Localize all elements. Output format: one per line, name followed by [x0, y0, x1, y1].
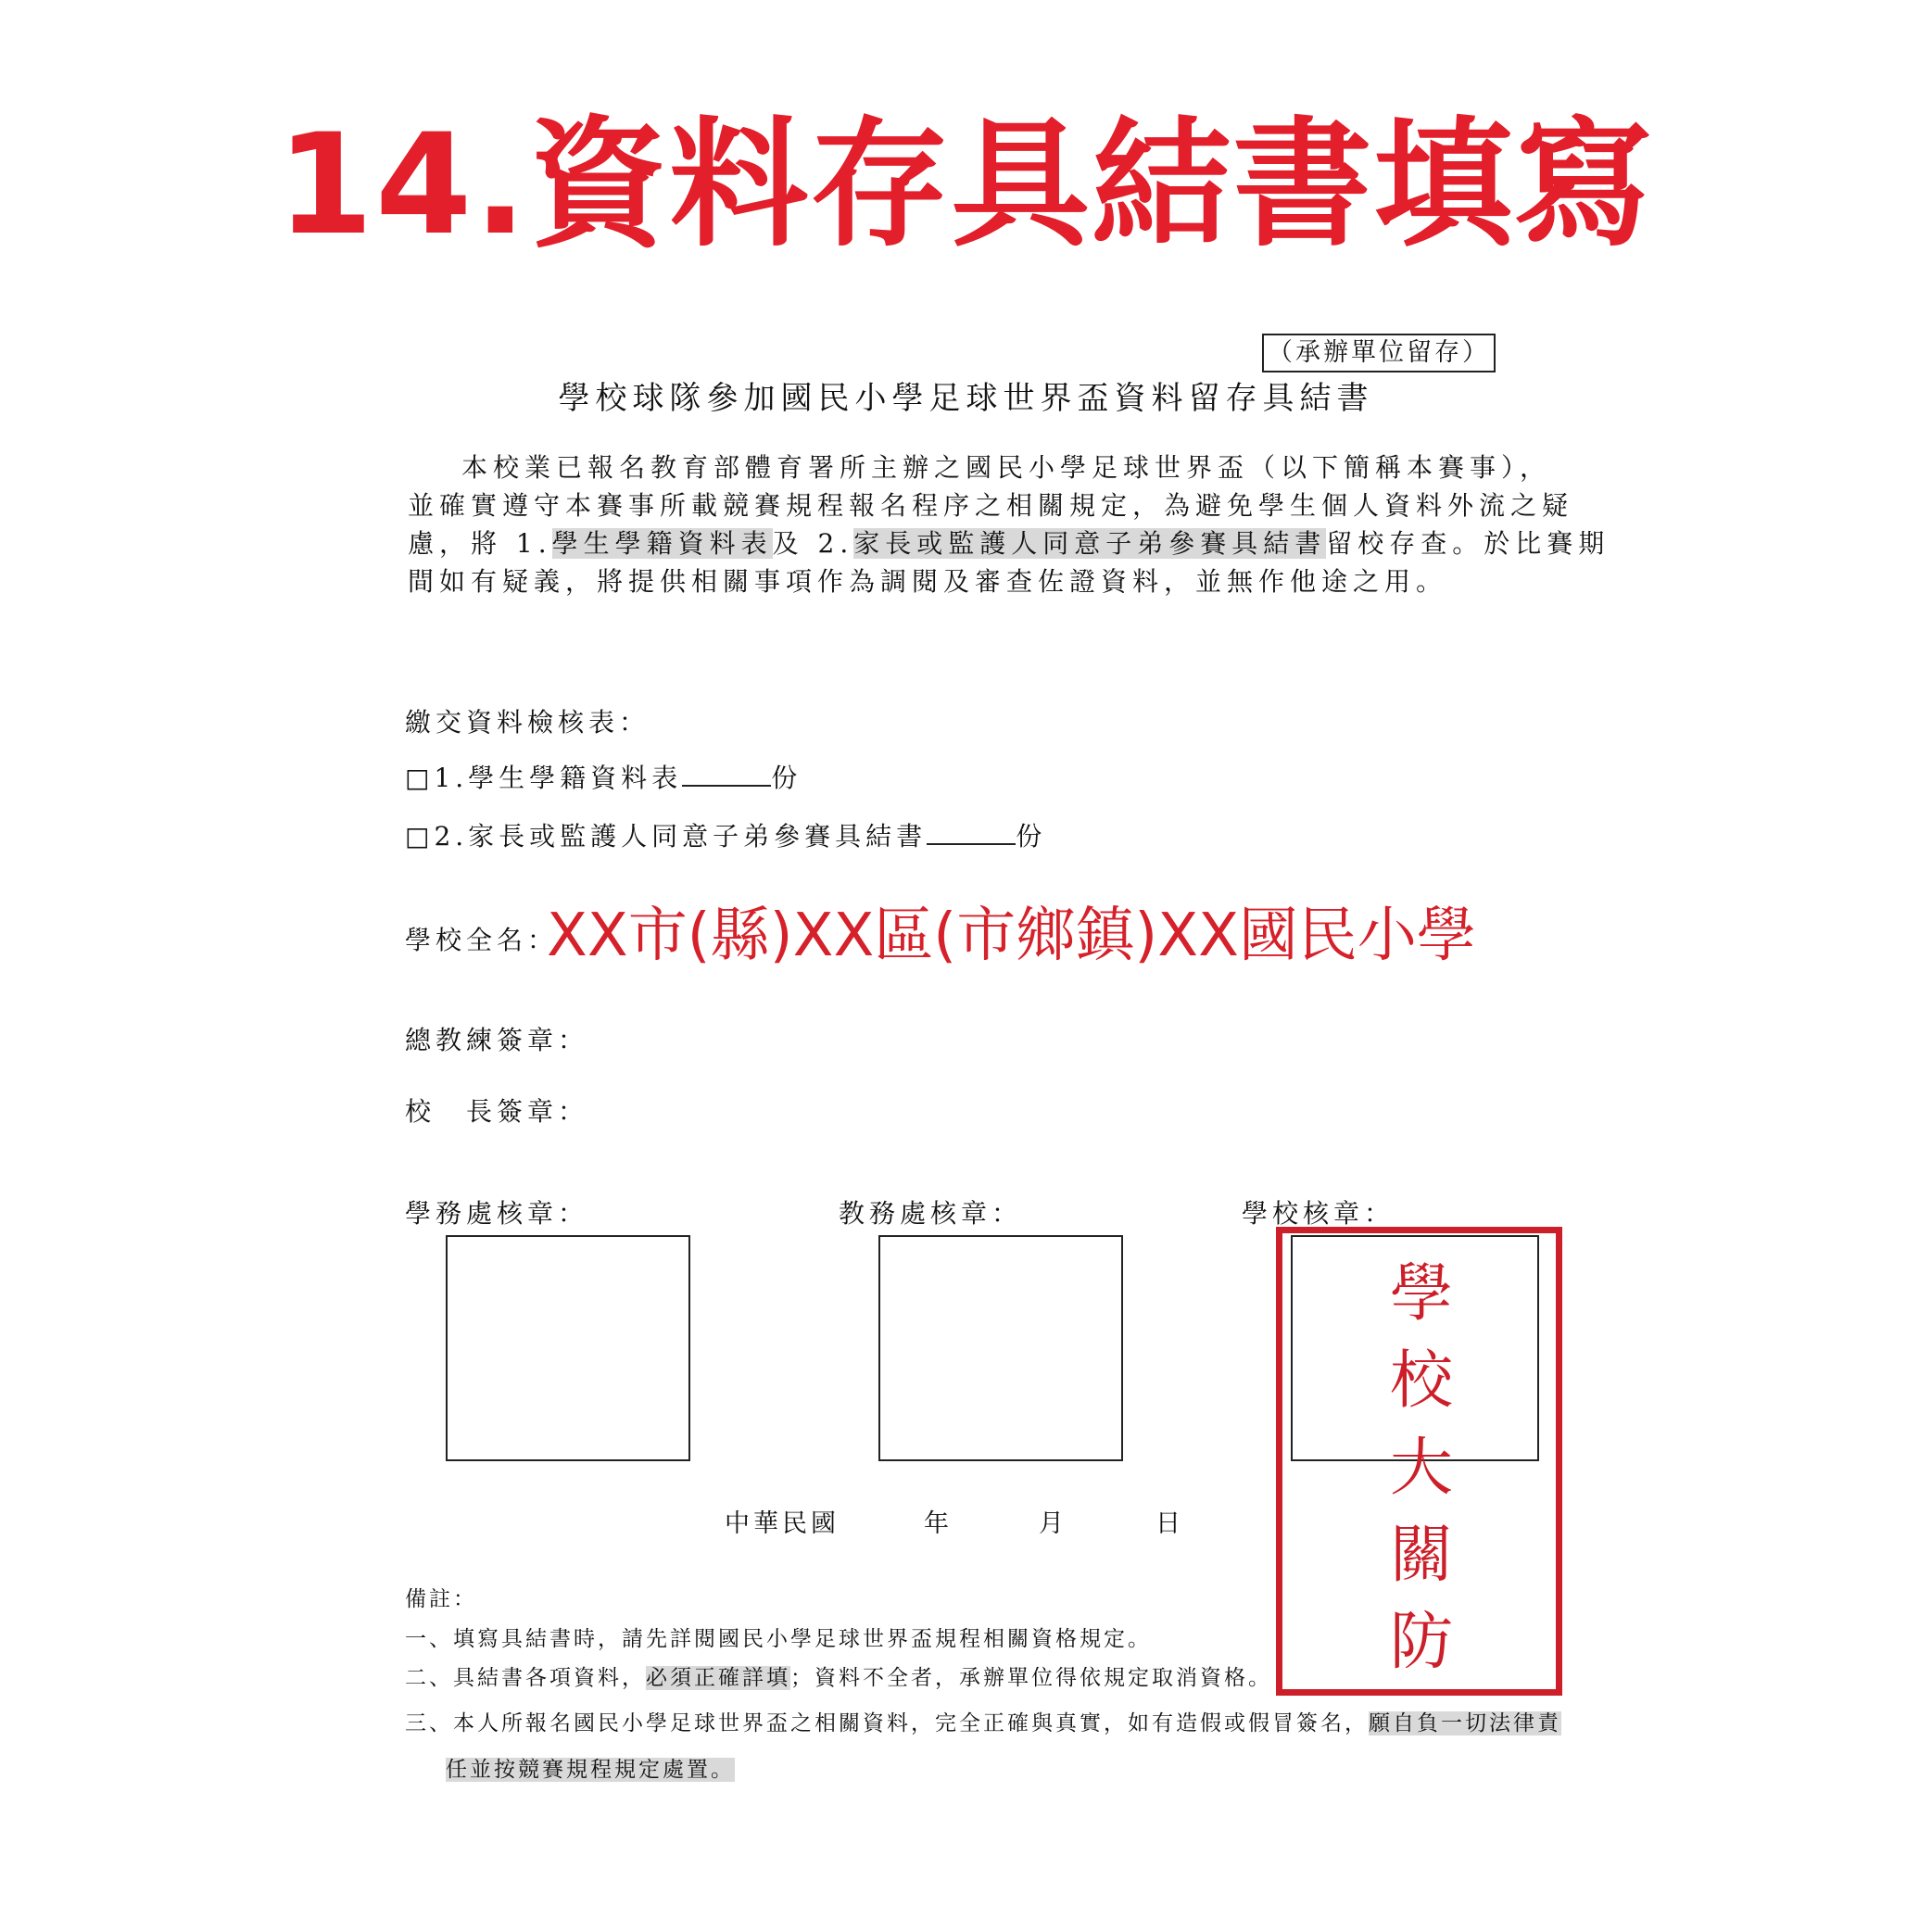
paragraph-line-2: 並確實遵守本賽事所載競賽規程報名程序之相關規定，為避免學生個人資料外流之疑: [408, 490, 1574, 521]
note-2: [405, 1662, 1272, 1694]
paragraph-line-4: 間如有疑義，將提供相關事項作為調閱及審查佐證資料，並無作他途之用。: [408, 566, 1448, 597]
notes-title: 備註：: [405, 1587, 477, 1611]
highlight-parent-consent: 家長或監護人同意子弟參賽具結書: [853, 528, 1327, 559]
note-2-highlight: 必須正確詳填: [646, 1666, 790, 1690]
school-stamp-label: 學校核章：: [1242, 1198, 1395, 1229]
checklist-item-2-unit: 份: [1016, 821, 1047, 852]
note-2-end: ；資料不全者，承辦單位得依規定取消資格。: [790, 1666, 1272, 1690]
note-3-start: 三、本人所報名國民小學足球世界盃之相關資料，完全正確與真實，如有造假或假冒簽名，: [405, 1711, 1369, 1735]
head-coach-signature-label: 總教練簽章：: [405, 1025, 589, 1055]
paragraph-line-3: [408, 525, 1610, 562]
paragraph-line-3-mid: 及 2.: [772, 528, 854, 559]
date-month: 月: [1039, 1509, 1067, 1538]
checklist-item-2: [405, 818, 1046, 855]
seal-annotation-text: 學校大關防: [1389, 1257, 1453, 1679]
date-year: 年: [924, 1509, 953, 1538]
retain-tag: （承辦單位留存）: [1262, 334, 1496, 372]
page-heading: 14.資料存具結書填寫: [276, 105, 1656, 266]
note-3: [405, 1708, 1561, 1739]
checklist-item-1: [405, 760, 802, 797]
count-blank[interactable]: [927, 819, 1016, 845]
note-3-continued: [446, 1754, 735, 1786]
principal-signature-label: 校 長簽章：: [405, 1096, 589, 1127]
checklist-item-2-label: 2.家長或監護人同意子弟參賽具結書: [434, 821, 928, 852]
date-prefix: 中華民國: [725, 1509, 840, 1538]
paragraph-line-1: 本校業已報名教育部體育署所主辦之國民小學足球世界盃（以下簡稱本賽事），: [461, 452, 1552, 483]
date-day: 日: [1155, 1509, 1184, 1538]
paragraph-line-3-end: 留校存查。於比賽期: [1326, 528, 1610, 559]
academic-affairs-stamp-box[interactable]: [878, 1235, 1123, 1461]
note-1: 一、填寫具結書時，請先詳閱國民小學足球世界盃規程相關資格規定。: [405, 1627, 1152, 1651]
highlight-student-record: 學生學籍資料表: [551, 528, 773, 559]
note-2-start: 二、具結書各項資料，: [405, 1666, 646, 1690]
academic-affairs-stamp-label: 教務處核章：: [839, 1198, 1023, 1229]
checkbox[interactable]: □: [405, 821, 435, 852]
checklist-title: 繳交資料檢核表：: [405, 707, 650, 738]
note-3-highlight: 願自負一切法律責: [1369, 1711, 1561, 1735]
paragraph-line-3-start: 慮，將 1.: [408, 528, 552, 559]
checkbox[interactable]: □: [405, 763, 435, 793]
student-affairs-stamp-box[interactable]: [446, 1235, 690, 1461]
school-name-value[interactable]: XX市(縣)XX區(市鄉鎮)XX國民小學: [547, 902, 1476, 970]
checklist-item-1-unit: 份: [771, 763, 802, 793]
school-name-label: 學校全名：: [405, 925, 559, 955]
document-title: 學校球隊參加國民小學足球世界盃資料留存具結書: [558, 380, 1374, 417]
count-blank[interactable]: [682, 761, 771, 787]
checklist-item-1-label: 1.學生學籍資料表: [434, 763, 683, 793]
student-affairs-stamp-label: 學務處核章：: [405, 1198, 589, 1229]
note-3-continued-highlight: 任並按競賽規程規定處置。: [446, 1758, 735, 1782]
